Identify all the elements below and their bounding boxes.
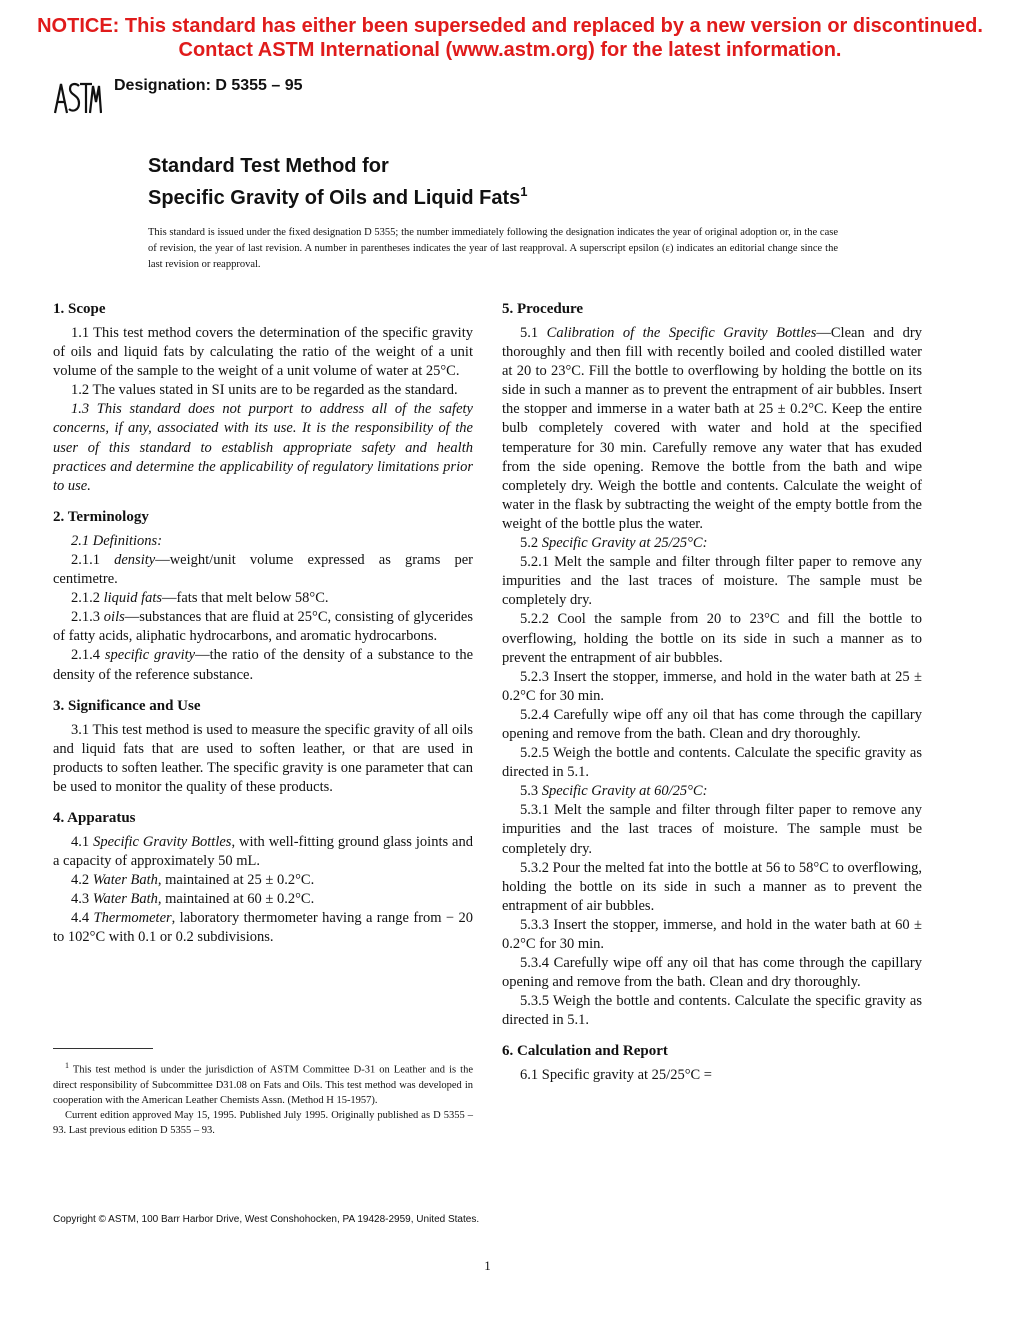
para-5-3-5: 5.3.5 Weigh the bottle and contents. Calculate the specific gravity as directed in 5.1. [502,993,922,1029]
para-2-1: 2.1 Definitions: [71,532,163,549]
astm-logo [52,80,102,116]
footnote [53,1058,473,1138]
left-column [53,300,473,948]
para-2-1-2: 2.1.2 liquid fats—fats that melt below 58°C. [71,590,329,607]
footnote-2: Current edition approved May 15, 1995. Published July 1995. Originally published as D 5355 – 93. Last previous edition D 5355 – 93. [53,1109,473,1136]
document-title [148,154,528,211]
para-4-3: 4.3 Water Bath, maintained at 60 ± 0.2°C. [71,891,315,908]
title-footnote-mark: 1 [520,184,528,199]
section-2-heading: 2. Terminology [53,508,149,525]
para-5-2: 5.2 Specific Gravity at 25/25°C: [520,535,708,552]
para-4-2: 4.2 Water Bath, maintained at 25 ± 0.2°C. [71,872,315,889]
para-5-2-5: 5.2.5 Weigh the bottle and contents. Calculate the specific gravity as directed in 5.1. [502,745,922,781]
notice-line-1: NOTICE: This standard has either been superseded and replaced by a new version or discontinued. [37,15,983,37]
title-line-1: Standard Test Method for [148,155,389,177]
para-5-3: 5.3 Specific Gravity at 60/25°C: [520,783,708,800]
para-1-3: 1.3 This standard does not purport to address all of the safety concerns, if any, associated with its use. It is the responsibility of the user of this standard to establish appropriate safety and health practices and determine the applicability of regulatory limitations prior to use. [53,401,473,494]
footnote-rule [53,1048,153,1049]
copyright: Copyright © ASTM, 100 Barr Harbor Drive, West Conshohocken, PA 19428-2959, United States. [53,1214,480,1225]
para-2-1-3: 2.1.3 oils—substances that are fluid at 25°C, consisting of glycerides of fatty acids, aliphatic hydrocarbons, and aromatic hydrocarbons. [53,609,473,645]
section-4-heading: 4. Apparatus [53,809,136,826]
para-5-3-3: 5.3.3 Insert the stopper, immerse, and hold in the water bath at 60 ± 0.2°C for 30 min. [502,916,922,952]
para-2-1-4: 2.1.4 specific gravity—the ratio of the density of a substance to the density of the reference substance. [53,647,474,683]
notice-line-2: Contact ASTM International (www.astm.org) for the latest information. [178,39,842,61]
page-number: 1 [484,1258,491,1273]
para-2-1-1: 2.1.1 density—weight/unit volume expressed as grams per centimetre. [53,551,474,588]
section-6-heading: 6. Calculation and Report [502,1043,668,1060]
para-5-3-2: 5.3.2 Pour the melted fat into the bottle at 56 to 58°C to overflowing, holding the bottle on its side in such a manner as to prevent the entrapment of air bubbles. [502,859,922,914]
issued-note: This standard is issued under the fixed designation D 5355; the number immediately following the designation indicates the year of original adoption or, in the case of revision, the year of last revision. A number in parentheses indicates the year of last reapproval. A superscript epsilon (ε) indicates an editorial change since the last revision or reapproval. [148,227,838,270]
designation: Designation: D 5355 – 95 [114,77,303,94]
section-1-heading: 1. Scope [53,301,106,317]
para-1-2: 1.2 The values stated in SI units are to be regarded as the standard. [71,382,458,399]
title-line-2: Specific Gravity of Oils and Liquid Fats$^1$ [148,184,528,209]
para-5-1: 5.1 Calibration of the Specific Gravity Bottles—Clean and dry thoroughly and then fill with recently boiled and cooled distilled water at 20 to 23°C. Fill the bottle to overflowing by holding the bottle on its side in such a manner as to prevent the entrapment of air bubbles. Insert the stopper and immerse in a water bath at 25 ± 0.2°C. Keep the entire bulb completely covered with water and hold at the specified temperature for 30 min. Carefully remove any water that has exuded from the side opening. Remove the bottle from the bath and wipe completely dry. Weigh the bottle and contents. Calculate the weight of water in the flask by subtracting the weight of the empty bottle from the weight of the bottle plus the water. [502,325,922,532]
para-5-3-1: 5.3.1 Melt the sample and filter through filter paper to remove any impurities and the last traces of moisture. The sample must be completely dry. [502,802,922,857]
para-1-1: 1.1 This test method covers the determination of the specific gravity of oils and liquid fats by calculating the ratio of the weight of a unit volume of the sample to the weight of a unit volume of water at 25°C. [53,325,473,380]
para-3-1: 3.1 This test method is used to measure the specific gravity of all oils and liquid fats that are used to soften leather, or that are used in products to soften leather. The specific gravity is one parameter that can be used to monitor the quality of these products. [53,721,473,795]
para-5-2-1: 5.2.1 Melt the sample and filter through filter paper to remove any impurities and the last traces of moisture. The sample must be completely dry. [502,554,922,609]
para-6-1: 6.1 Specific gravity at 25/25°C = [520,1067,712,1084]
section-5-heading: 5. Procedure [502,301,584,317]
supersession-notice [0,14,1020,62]
para-4-1: 4.1 Specific Gravity Bottles, with well-fitting ground glass joints and a capacity of approximately 50 mL. [53,833,473,870]
footnote-1: $^1$ This test method is under the jurisdiction of ASTM Committee D-31 on Leather and is the direct responsibility of Subcommittee D31.08 on Fats and Oils. This test method was developed in cooperation with the American Leather Chemists Assn. (Method H 15-1957). [53,1061,473,1106]
section-3-heading: 3. Significance and Use [53,697,201,714]
para-4-4: 4.4 Thermometer, laboratory thermometer having a range from − 20 to 102°C with 0.1 or 0.2 subdivisions. [53,910,473,946]
para-5-3-4: 5.3.4 Carefully wipe off any oil that has come through the capillary opening and remove from the bath. Clean and dry thoroughly. [502,955,922,991]
para-5-2-2: 5.2.2 Cool the sample from 20 to 23°C and fill the bottle to overflowing, holding the bottle on its side in such a manner as to prevent the entrapment of air bubbles. [502,611,922,666]
para-5-2-3: 5.2.3 Insert the stopper, immerse, and hold in the water bath at 25 ± 0.2°C for 30 min. [502,668,922,704]
para-5-2-4: 5.2.4 Carefully wipe off any oil that has come through the capillary opening and remove from the bath. Clean and dry thoroughly. [502,706,922,742]
right-column [502,300,922,1086]
